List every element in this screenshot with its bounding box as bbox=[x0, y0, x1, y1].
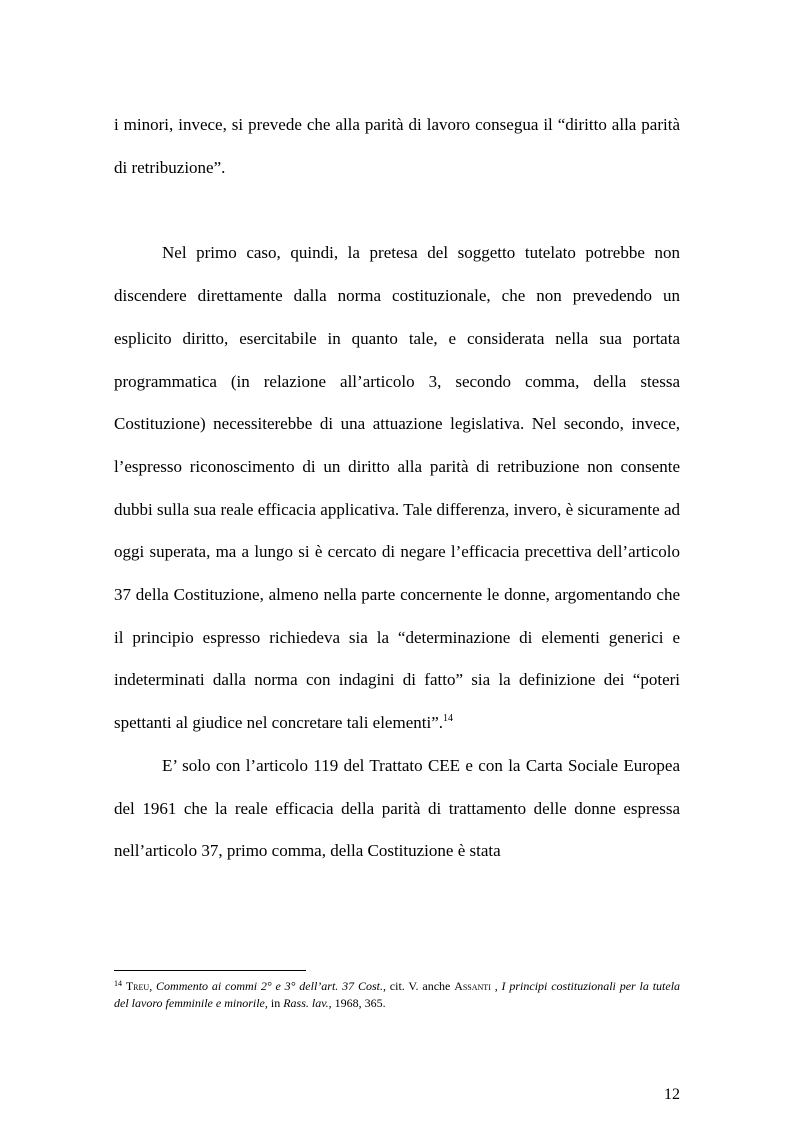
paragraph-2 bbox=[114, 232, 680, 744]
paragraph-2-text: Nel primo caso, quindi, la pretesa del soggetto tutelato potrebbe non discendere direttamente dalla norma costituzionale, che non prevedendo un esplicito diritto, esercitabile in quanto tale, e considerata nella sua portata programmatica (in relazione all’articolo 3, secondo comma, della stessa Costituzione) necessiterebbe di una attuazione legislativa. Nel secondo, invece, l’espresso riconoscimento di un diritto alla parità di retribuzione non consente dubbi sulla sua reale efficacia applicativa. Tale differenza, invero, è sicuramente ad oggi superata, ma a lungo si è cercato di negare l’efficacia precettiva dell’articolo 37 della Costituzione, almeno nella parte concernente le donne, argomentando che il principio espresso richiedeva sia la “determinazione di elementi generici e indeterminati dalla norma con indagini di fatto” sia la definizione dei “poteri spettanti al giudice nel concretare tali elementi”. bbox=[114, 243, 680, 733]
footnote-title-1: Commento ai commi 2° e 3° dell’art. 37 Cost. bbox=[156, 979, 383, 993]
body-text bbox=[114, 104, 680, 873]
footnote-author-2: Assanti bbox=[454, 979, 491, 993]
footnote bbox=[114, 978, 680, 1012]
paragraph-1: i minori, invece, si prevede che alla parità di lavoro consegua il “diritto alla parità di retribuzione”. bbox=[114, 115, 680, 177]
footnote-journal: Rass. lav. bbox=[283, 996, 329, 1010]
footnote-separator-text: , bbox=[149, 979, 157, 993]
footnote-number: 14 bbox=[114, 979, 122, 988]
footnote-separator bbox=[114, 970, 306, 971]
footnote-separator-text-2: , bbox=[490, 979, 502, 993]
footnote-mid-text: , cit. V. anche bbox=[382, 979, 455, 993]
paragraph-3: E’ solo con l’articolo 119 del Trattato CEE e con la Carta Sociale Europea del 1961 che la reale efficacia della parità di trattamento delle donne espressa nell’articolo 37, primo comma, della Costituzione è stata bbox=[114, 755, 680, 861]
paragraph-gap bbox=[114, 189, 680, 232]
footnote-author-1: Treu bbox=[125, 979, 150, 993]
page-number: 12 bbox=[664, 1086, 680, 1103]
footnote-reference: 14 bbox=[443, 713, 453, 725]
footnote-title-2: I principi costituzionali per la tutela del lavoro femminile e minorile, bbox=[114, 979, 681, 1010]
footnote-in-text: in bbox=[267, 996, 284, 1010]
footnote-tail-text: , 1968, 365. bbox=[328, 996, 386, 1010]
